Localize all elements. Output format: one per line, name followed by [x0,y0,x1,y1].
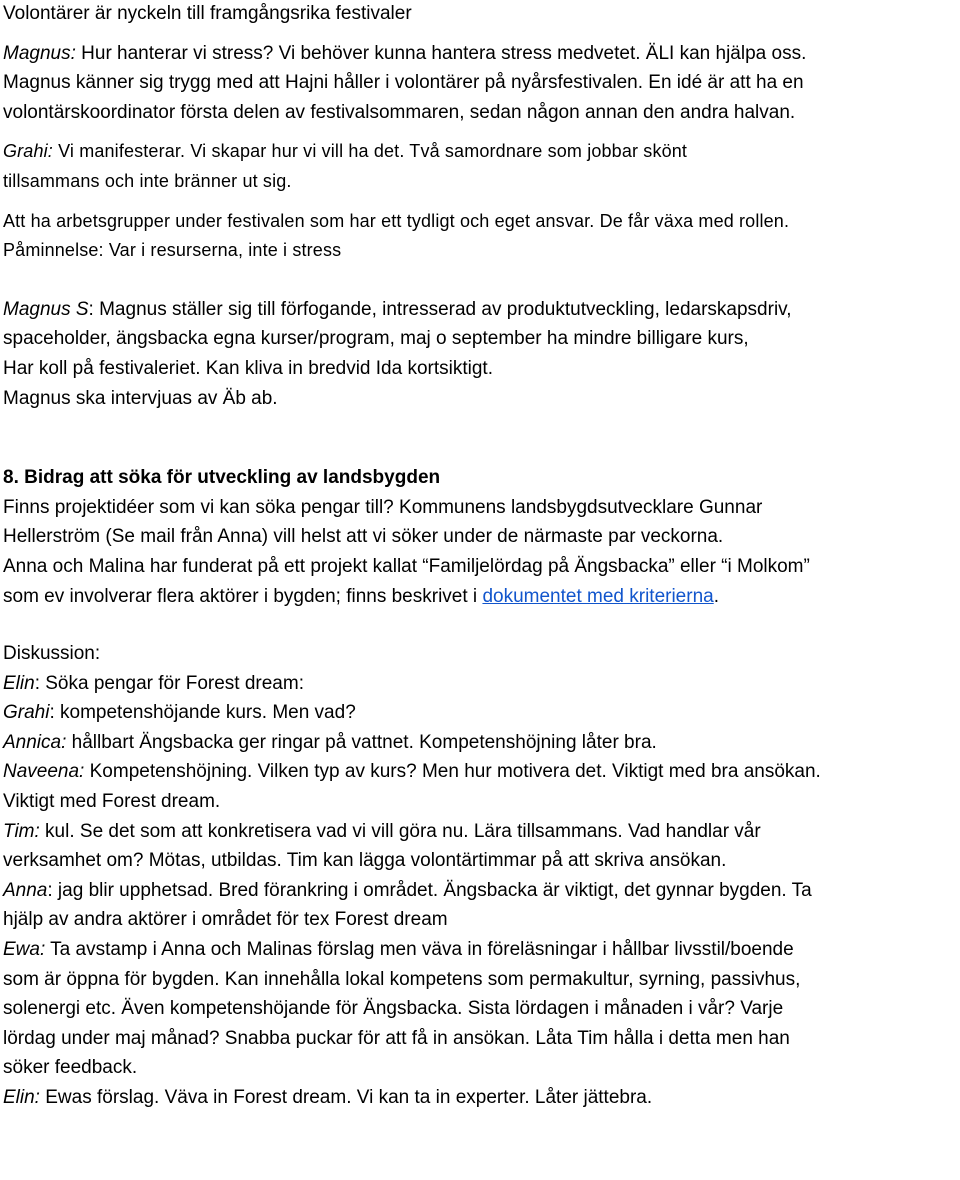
discussion-entry-continued: hjälp av andra aktörer i området för tex Forest dream [3,909,448,931]
speaker-name: Grahi: [3,141,53,162]
discussion-entry [3,1083,958,1113]
entry-text: : kompetenshöjande kurs. Men vad? [49,702,356,724]
magnus-note [3,39,958,128]
speaker-name: Grahi [3,702,50,724]
paragraph-line: Finns projektidéer som vi kan söka pengar till? Kommunens landsbygdsutvecklare Gunnar [3,496,763,518]
document-page [3,0,958,1113]
entry-text: hållbart Ängsbacka ger ringar på vattnet. Kompetenshöjning låter bra. [66,731,657,753]
speaker-name: Anna [3,879,48,901]
entry-text: Ewas förslag. Väva in Forest dream. Vi kan ta in experter. Låter jättebra. [39,1087,653,1108]
speaker-name: Elin [3,672,35,694]
note-line [3,137,958,167]
discussion-entry [3,817,958,847]
paragraph-line: Anna och Malina har funderat på ett projekt kallat “Familjelördag på Ängsbacka” eller “i Molkom” [3,555,810,577]
discussion-entry-continued: solenergi etc. Även kompetenshöjande för Ängsbacka. Sista lördagen i månaden i vår? Varje [3,998,784,1020]
note-line: Att ha arbetsgrupper under festivalen som har ett tydligt och eget ansvar. De får växa med rollen. [3,210,790,231]
note-text: : Magnus ställer sig till förfogande, intresserad av produktutveckling, ledarskapsdriv, [88,298,792,320]
discussion-entry-continued: verksamhet om? Mötas, utbildas. Tim kan lägga volontärtimmar på att skriva ansökan. [3,850,727,872]
note-line: Har koll på festivaleriet. Kan kliva in bredvid Ida kortsiktigt. [3,357,493,379]
grahi-note [3,137,958,196]
entry-text: : Söka pengar för Forest dream: [34,672,304,694]
section-title: Volontärer är nyckeln till framgångsrika festivaler [3,3,412,24]
note-text: Hur hanterar vi stress? Vi behöver kunna hantera stress medvetet. ÄLI kan hjälpa oss. [75,42,807,64]
note-line: tillsammans och inte bränner ut sig. [3,170,292,191]
discussion-entry-continued: Viktigt med Forest dream. [3,791,221,813]
discussion-entry [3,698,958,728]
discussion-label: Diskussion: [3,643,101,665]
speaker-name: Naveena: [3,761,85,783]
speaker-name: Tim: [3,820,40,842]
speaker-name: Magnus S [3,298,89,320]
groups-note [3,207,958,266]
paragraph-text: . [713,585,719,607]
criteria-document-link[interactable]: dokumentet med kriterierna [482,585,714,607]
entry-text: kul. Se det som att konkretisera vad vi vill göra nu. Lära tillsammans. Vad handlar vår [39,820,761,842]
magnus-s-note [3,295,958,413]
entry-text: : jag blir upphetsad. Bred förankring i området. Ängsbacka är viktigt, det gynnar bygden. Ta [47,879,812,901]
discussion-entry [3,876,958,906]
note-line [3,39,958,69]
note-line: volontärskoordinator första delen av festivalsommaren, sedan någon annan den andra halvan. [3,101,796,123]
discussion-entry [3,669,958,699]
discussion-entry-continued: som är öppna för bygden. Kan innehålla lokal kompetens som permakultur, syrning, passivhus, [3,968,801,990]
paragraph-line [3,582,958,612]
speaker-name: Elin: [3,1087,40,1108]
discussion-entry-continued: söker feedback. [3,1057,138,1079]
speaker-name: Magnus: [3,42,76,64]
note-line [3,295,958,325]
discussion-entry-continued: lördag under maj månad? Snabba puckar för att få in ansökan. Låta Tim hålla i detta men han [3,1027,790,1049]
entry-text: Kompetenshöjning. Vilken typ av kurs? Men hur motivera det. Viktigt med bra ansökan. [84,761,821,783]
note-line: spaceholder, ängsbacka egna kurser/program, maj o september ha mindre billigare kurs, [3,328,749,350]
section-8 [3,463,958,611]
paragraph-line: Hellerström (Se mail från Anna) vill helst att vi söker under de närmaste par veckorna. [3,526,724,548]
section-heading: 8. Bidrag att söka för utveckling av landsbygden [3,467,441,489]
note-line: Påminnelse: Var i resurserna, inte i stress [3,240,342,261]
entry-text: Ta avstamp i Anna och Malinas förslag men väva in föreläsningar i hållbar livsstil/boende [45,939,794,961]
note-text: Vi manifesterar. Vi skapar hur vi vill ha det. Två samordnare som jobbar skönt [52,141,688,162]
discussion-entry [3,757,958,787]
discussion [3,639,958,1113]
discussion-entry [3,935,958,965]
paragraph-text: som ev involverar flera aktörer i bygden; finns beskrivet i [3,585,483,607]
speaker-name: Annica: [3,731,67,753]
discussion-entry [3,728,958,758]
note-line: Magnus känner sig trygg med att Hajni håller i volontärer på nyårsfestivalen. En idé är att ha en [3,72,804,94]
speaker-name: Ewa: [3,939,46,961]
note-line: Magnus ska intervjuas av Äb ab. [3,387,278,409]
